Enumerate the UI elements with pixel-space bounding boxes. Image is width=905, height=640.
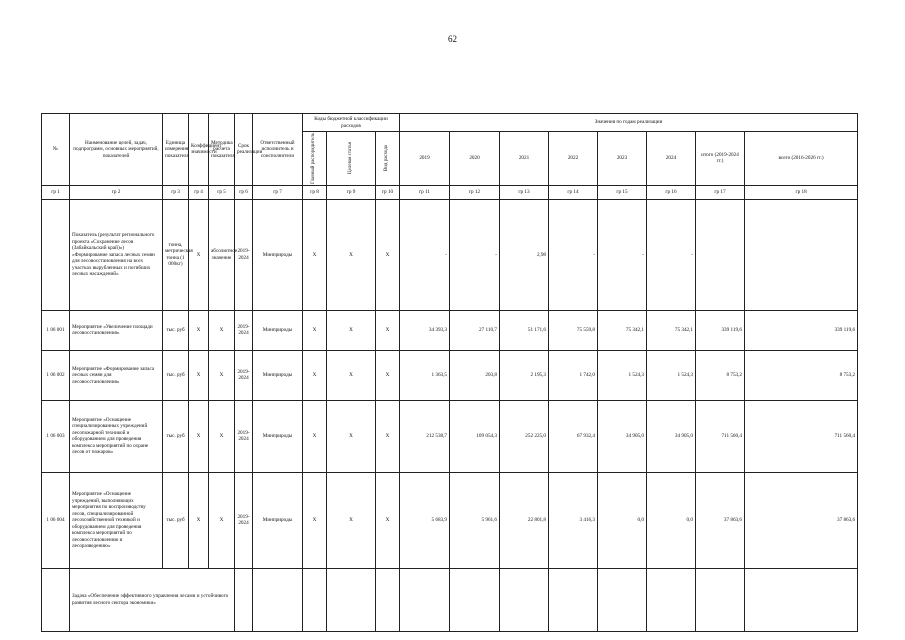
column-number: гр 9 <box>327 185 376 199</box>
row-value-2024: - <box>647 199 696 310</box>
row-value-2022: 3 416,3 <box>549 472 598 568</box>
row-code-type: X <box>376 350 400 400</box>
row-unit: тыс. руб <box>163 310 189 350</box>
header-year: 2023 <box>598 132 647 186</box>
table-row-1-06-003 <box>42 400 858 472</box>
header-year: 2019 <box>400 132 450 186</box>
row-value-2023: 34 905,0 <box>598 400 647 472</box>
header-method: Методика расчета показателя <box>209 114 235 186</box>
row-code-main: X <box>303 400 327 472</box>
row-value-2021: 2,98 <box>500 199 549 310</box>
column-number: гр 5 <box>209 185 235 199</box>
row-num <box>42 568 70 631</box>
row-total: 37 863,6 <box>696 472 745 568</box>
row-value-2024: 0,0 <box>647 472 696 568</box>
header-code-type: Вид расхода <box>376 132 400 186</box>
column-number: гр 4 <box>189 185 209 199</box>
row-method: X <box>209 350 235 400</box>
row-executor <box>253 568 303 631</box>
header-num: № <box>42 114 70 186</box>
table-row-1-06-004 <box>42 472 858 568</box>
column-number: гр 7 <box>253 185 303 199</box>
header-year: 2022 <box>549 132 598 186</box>
row-code-main: X <box>303 199 327 310</box>
header-total-2016-2026: всего (2016-2026 гг.) <box>745 132 858 186</box>
header-unit: Единица измерения показателя <box>163 114 189 186</box>
row-code-target: X <box>327 400 376 472</box>
row-coef: X <box>189 350 209 400</box>
header-budget-codes: Коды бюджетной классификации расходов <box>303 114 400 132</box>
header-year: 2024 <box>647 132 696 186</box>
row-method: X <box>209 310 235 350</box>
row-value-2021: 51 171,6 <box>500 310 549 350</box>
row-num: 1 06 003 <box>42 400 70 472</box>
header-year: 2020 <box>450 132 500 186</box>
row-code-target: X <box>327 199 376 310</box>
row-total <box>696 568 745 631</box>
row-total-all: 8 753,2 <box>745 350 858 400</box>
row-value-2020: 203,8 <box>450 350 500 400</box>
row-value-2023: 0,0 <box>598 472 647 568</box>
row-num: 1 06 001 <box>42 310 70 350</box>
row-value-2021: 252 225,0 <box>500 400 549 472</box>
row-executor: Минприроды <box>253 400 303 472</box>
row-value-2020: 27 110,7 <box>450 310 500 350</box>
row-executor: Минприроды <box>253 310 303 350</box>
table-row-1-06-001 <box>42 310 858 350</box>
row-executor: Минприроды <box>253 472 303 568</box>
task-name: Задача «Обеспечение эффективного управления лесами и устойчивого развития лесного сектора экономики» <box>70 568 235 631</box>
row-value-2019: - <box>400 199 450 310</box>
row-term: 2019-2024 <box>235 310 253 350</box>
row-value-2024: 34 905,0 <box>647 400 696 472</box>
header-code-target: Целевая статья <box>327 132 376 186</box>
header-total-2019-2024: итого (2019-2024 гг.) <box>696 132 745 186</box>
row-num: 1 06 004 <box>42 472 70 568</box>
row-value-2019 <box>400 568 450 631</box>
row-value-2019: 212 538,7 <box>400 400 450 472</box>
row-name: Мероприятие «Оснащение учреждений, выполняющих мероприятия по воспроизводству лесов, специализированной лесохозяйственной техникой и оборудованием для проведения комплекса мероприятий по лесовосстановлению и лесоразведению» <box>70 472 163 568</box>
row-value-2023: 75 342,1 <box>598 310 647 350</box>
row-term: 2019-2024 <box>235 350 253 400</box>
row-term: 2019-2024 <box>235 400 253 472</box>
row-value-2022: 67 932,4 <box>549 400 598 472</box>
row-value-2021: 2 195,3 <box>500 350 549 400</box>
page-number: 62 <box>448 34 457 44</box>
row-executor: Минприроды <box>253 199 303 310</box>
row-total-all <box>745 568 858 631</box>
row-total <box>696 199 745 310</box>
row-total-all <box>745 199 858 310</box>
column-number: гр 11 <box>400 185 450 199</box>
row-unit: тыс. руб <box>163 350 189 400</box>
row-coef: X <box>189 400 209 472</box>
header-values-by-year: Значения по годам реализации <box>400 114 858 132</box>
row-code-type: X <box>376 199 400 310</box>
header-executor: Ответственный исполнитель и соисполнители <box>253 114 303 186</box>
row-value-2023 <box>598 568 647 631</box>
row-executor: Минприроды <box>253 350 303 400</box>
column-number: гр 1 <box>42 185 70 199</box>
column-number: гр 8 <box>303 185 327 199</box>
row-code-main: X <box>303 310 327 350</box>
row-code-type <box>376 568 400 631</box>
header-name: Наименование целей, задач, подпрограмм, основных мероприятий, показателей <box>70 114 163 186</box>
row-value-2023: 1 524,3 <box>598 350 647 400</box>
row-name: Мероприятие «Формирование запаса лесных семян для лесовосстановления» <box>70 350 163 400</box>
header-coef: Коэффициент значимости <box>189 114 209 186</box>
row-code-target: X <box>327 350 376 400</box>
header-row-1 <box>42 114 858 132</box>
row-code-type: X <box>376 400 400 472</box>
column-number-row <box>42 185 858 199</box>
row-value-2019: 5 683,9 <box>400 472 450 568</box>
column-number: гр 16 <box>647 185 696 199</box>
table-row-task <box>42 568 858 631</box>
row-value-2021: 22 801,8 <box>500 472 549 568</box>
column-number: гр 2 <box>70 185 163 199</box>
row-term: 2019-2024 <box>235 199 253 310</box>
row-num: 1 06 002 <box>42 350 70 400</box>
column-number: гр 15 <box>598 185 647 199</box>
row-value-2022 <box>549 568 598 631</box>
header-code-main: Главный распорядитель <box>303 132 327 186</box>
row-unit: тыс. руб <box>163 400 189 472</box>
row-name: Мероприятие «Оснащение специализированных учреждений лесопожарной техникой и оборудованием для проведения комплекса мероприятий по охране лесов от пожаров» <box>70 400 163 472</box>
column-number: гр 12 <box>450 185 500 199</box>
row-total: 711 560,4 <box>696 400 745 472</box>
row-value-2021 <box>500 568 549 631</box>
row-value-2020: 5 961,6 <box>450 472 500 568</box>
row-unit: тонна, метрическая тонна (1 000кг) <box>163 199 189 310</box>
row-method: X <box>209 472 235 568</box>
column-number: гр 3 <box>163 185 189 199</box>
row-code-main <box>303 568 327 631</box>
row-num <box>42 199 70 310</box>
row-total: 339 119,6 <box>696 310 745 350</box>
column-number: гр 6 <box>235 185 253 199</box>
row-coef: X <box>189 310 209 350</box>
column-number: гр 17 <box>696 185 745 199</box>
row-coef: X <box>189 472 209 568</box>
row-value-2019: 1 363,5 <box>400 350 450 400</box>
row-term: 2019-2024 <box>235 472 253 568</box>
header-term: Срок реализации <box>235 114 253 186</box>
row-value-2022: 75 559,8 <box>549 310 598 350</box>
header-year: 2021 <box>500 132 549 186</box>
row-value-2023: - <box>598 199 647 310</box>
row-value-2022: - <box>549 199 598 310</box>
row-value-2024: 1 524,3 <box>647 350 696 400</box>
program-table <box>41 113 858 632</box>
row-total-all: 711 560,4 <box>745 400 858 472</box>
row-value-2019: 34 393,3 <box>400 310 450 350</box>
row-total: 8 753,2 <box>696 350 745 400</box>
row-code-target: X <box>327 472 376 568</box>
row-value-2020: - <box>450 199 500 310</box>
column-number: гр 14 <box>549 185 598 199</box>
row-value-2020: 109 054,3 <box>450 400 500 472</box>
row-term <box>235 568 253 631</box>
row-code-target <box>327 568 376 631</box>
table-row-1-06-002 <box>42 350 858 400</box>
row-unit: тыс. руб <box>163 472 189 568</box>
row-method: X <box>209 400 235 472</box>
row-value-2024 <box>647 568 696 631</box>
row-method: абсолютное значение <box>209 199 235 310</box>
row-value-2024: 75 342,1 <box>647 310 696 350</box>
column-number: гр 13 <box>500 185 549 199</box>
row-code-target: X <box>327 310 376 350</box>
column-number: гр 18 <box>745 185 858 199</box>
row-name: Показатель (результат регионального проекта «Сохранение лесов (Забайкальский край)») «Формирование запаса лесных семян для лесовосстановления на всех участках вырубленных и погибших лесных насаждений» <box>70 199 163 310</box>
row-value-2022: 1 742,0 <box>549 350 598 400</box>
row-name: Мероприятие «Увеличение площади лесовосстановления» <box>70 310 163 350</box>
row-code-type: X <box>376 472 400 568</box>
column-number: гр 10 <box>376 185 400 199</box>
row-code-main: X <box>303 350 327 400</box>
row-code-main: X <box>303 472 327 568</box>
row-coef: X <box>189 199 209 310</box>
row-value-2020 <box>450 568 500 631</box>
row-total-all: 339 119,6 <box>745 310 858 350</box>
table-row-indicator <box>42 199 858 310</box>
row-code-type: X <box>376 310 400 350</box>
row-total-all: 37 863,6 <box>745 472 858 568</box>
